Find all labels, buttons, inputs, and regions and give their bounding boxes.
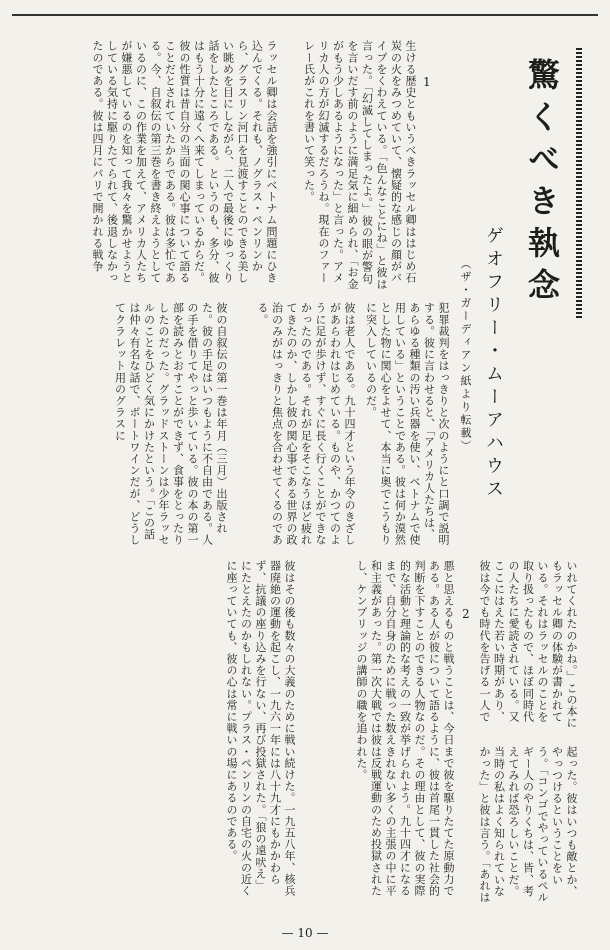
section-number-1: 1 bbox=[423, 75, 431, 89]
article-source: （ザ・ガーディアン紙より転載） bbox=[459, 258, 472, 453]
top-rule bbox=[12, 14, 598, 16]
body-paragraph-left-3: 彼はその後も数々の大義のために戦い続けた。一九五八年、核兵器廃絶の運動を起こし、一九六一年には八十九才にもかかわらず、抗議の座り込みを行ない、再び投獄された。「狼の遠吠え」にたとえたのかもしれない。プラス・ペンリンの自宅の火の近くに座っていても、彼の心は常に戦いの場にあるのである。 bbox=[225, 560, 296, 897]
body-paragraph-mid-2: 彼は老人である。九十四才という年令のきざしがあらわれはじめている。ものや、かつてのように足が歩けず、すぐに長く行くことができなかったのである。それが足をそこなうほど疲れてきたのか、しかし彼の関心事である世界の政治のみがはっきりと焦点を合わせてくるのである。 bbox=[256, 302, 356, 546]
body-paragraph-top-1: 生ける歴史ともいうべきラッセル卿ははじめ石炭の火をみつめていて、懐疑的な感じの顔がパイプをくわえている。「色んなことにね」と彼は言った。「幻滅してしまったよ。」彼の眼が警句を言いだす前のように満足気に細められ、「お金がもう少しあるようになった」と言った。アメリカ人の方が幻滅するだろうね。現在のファーレー氏がこれを書いて笑った。 bbox=[302, 40, 417, 290]
article-author: ゲオフリー・ムーアハウス bbox=[483, 226, 504, 502]
body-paragraph-left-1: いれてくれたのかね。」この本にもラッセル卿の体験が書かれている。それはラッセルのことを取り扱ったもので、ほぼ同時代の人たちに愛読されている。又ここにはえた若い時期があり、彼は今でも時代を告げる一人で bbox=[478, 560, 578, 729]
page-number: — 10 — bbox=[281, 926, 329, 940]
body-paragraph-mid-1: 犯罪裁判をはっきりと次のようにと口調で説明する。彼に言わせると、「アメリカ人たちは、あらゆる種類の汚い兵器を使い、ベトナムで使用している」ということである。彼は何か漠然とした物に関心をよせて、本当に奥でこうもりに突入しているのだ。 bbox=[364, 302, 450, 546]
body-paragraph-mid-3: 彼の自叙伝の第一巻は年月（三月）出版された。彼の手足はいつもように不自由である。人の手を借りてやっと歩いている。彼の本の第一部を読みとおすことができず、食事をとったりしたのだった。グラッドストーンは少年ラッセルのことをひどく気にかけたという。「この話は仲々有名な話で、ボートワインだが、どうしてクラレット用のグラスに bbox=[113, 302, 228, 546]
body-paragraph-left-2: 悪と思えるものと戦うことは、今日まで彼を駆りたてた原動力である。ある人が彼について語るように、彼は首尾一貫した社会的判断を下すことのできる人物なのだ。その理由として、彼の実際的な活動と理論的な考えの一致が挙げられよう。九十四才になるまで、自分自身のために戦った数えきれない多くの主張の中に平和主義があった。第一次大戦では彼は反戦運動のため投獄されたし、ケンブリッジの講師の職を追われた。 bbox=[355, 560, 455, 897]
article-title: 驚くべき執念 bbox=[523, 58, 561, 310]
body-paragraph-bottom-1: 起った。彼はいつも敵とか、やっつけるということをいう。「コンゴでやっているペルギー人のやりくちは、皆、考えてみれば恐ろしいことだ。当時の私はよく知られていなかった」と彼は言う。「あれは bbox=[478, 746, 578, 903]
section-number-2: 2 bbox=[462, 607, 470, 621]
title-decorative-bar bbox=[576, 48, 582, 318]
body-paragraph-top-2: ラッセル卿は会話を強引にベトナム問題にひき込んでくる。それも、ノグラス・ペンリンから、グラスリン河口を見渡すことのできる美しい眺めを目にしながら、二人で最後にゆっくり話をしたところである。というのも、多分、彼はもう十分に遠くへ来てしまっているからだ。彼の性質は昔自分の当面の関心事について語ることだとされていたからである。彼は多忙である。今、自叙伝の第三巻を書き終えようとしているのに、この作業を加えて、アメリカ人たちが嫌悪しているのを知って我々を驚かせようとしている気持に駆りたてられて、後退しなかったのである。彼は四月にパリで開かれる戦争 bbox=[91, 40, 278, 284]
